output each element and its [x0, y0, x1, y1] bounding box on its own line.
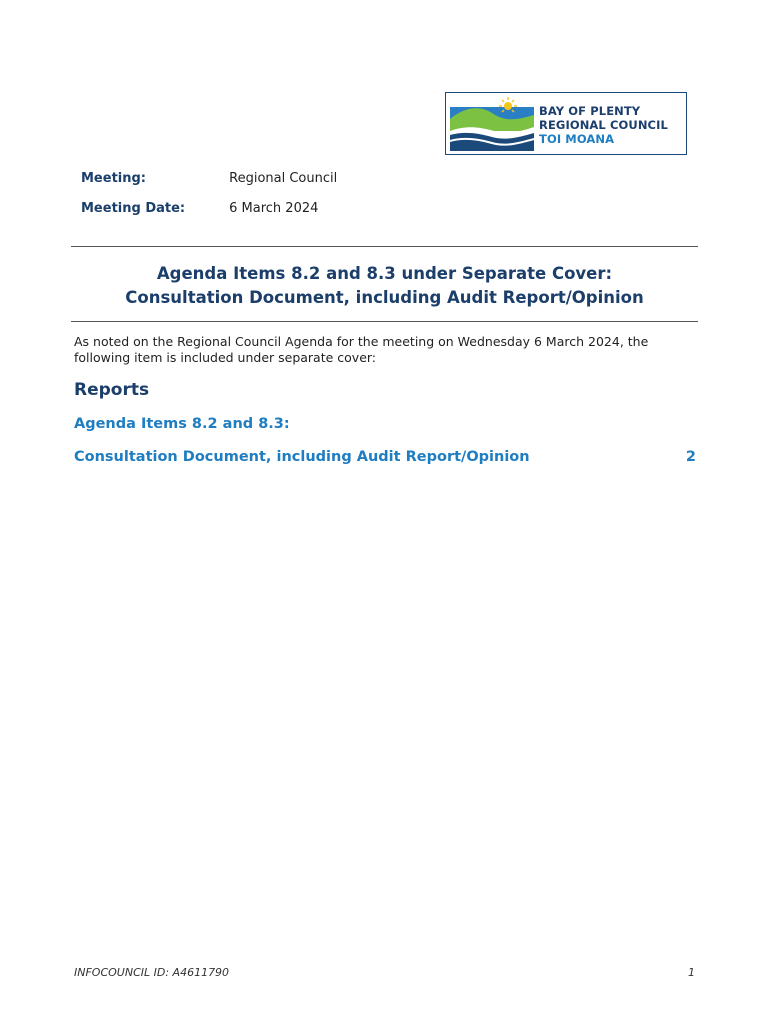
intro-paragraph: As noted on the Regional Council Agenda for the meeting on Wednesday 6 March 2024, the following item is included under separate cover: [74, 334, 649, 365]
title-line-1: Agenda Items 8.2 and 8.3 under Separate Cover: [156, 264, 613, 283]
top-divider [71, 246, 698, 247]
council-logo [445, 92, 687, 155]
meeting-value: Regional Council [229, 171, 338, 186]
bottom-divider [71, 321, 698, 322]
infocouncil-id: INFOCOUNCIL ID: A4611790 [74, 966, 230, 979]
meeting-label: Meeting: [81, 171, 146, 186]
meeting-date-label: Meeting Date: [81, 201, 186, 216]
title-line-2: Consultation Document, including Audit Report/Opinion [125, 288, 644, 307]
agenda-items-heading: Agenda Items 8.2 and 8.3: [74, 416, 290, 432]
logo-line-3: TOI MOANA [539, 132, 615, 146]
toc-entry[interactable] [74, 449, 696, 465]
page-number: 1 [688, 966, 695, 979]
logo-line-2: REGIONAL COUNCIL [539, 118, 668, 132]
meeting-row [81, 171, 337, 186]
meeting-date-row [81, 201, 318, 216]
page-title [71, 262, 698, 310]
reports-heading: Reports [74, 380, 150, 400]
logo-wordmark [539, 104, 668, 146]
meeting-date-value: 6 March 2024 [229, 201, 319, 216]
toc-entry-label[interactable]: Consultation Document, including Audit Report/Opinion [74, 449, 530, 465]
landscape-logo-icon [450, 97, 534, 151]
logo-line-1: BAY OF PLENTY [539, 104, 641, 118]
toc-entry-page: 2 [685, 449, 696, 465]
